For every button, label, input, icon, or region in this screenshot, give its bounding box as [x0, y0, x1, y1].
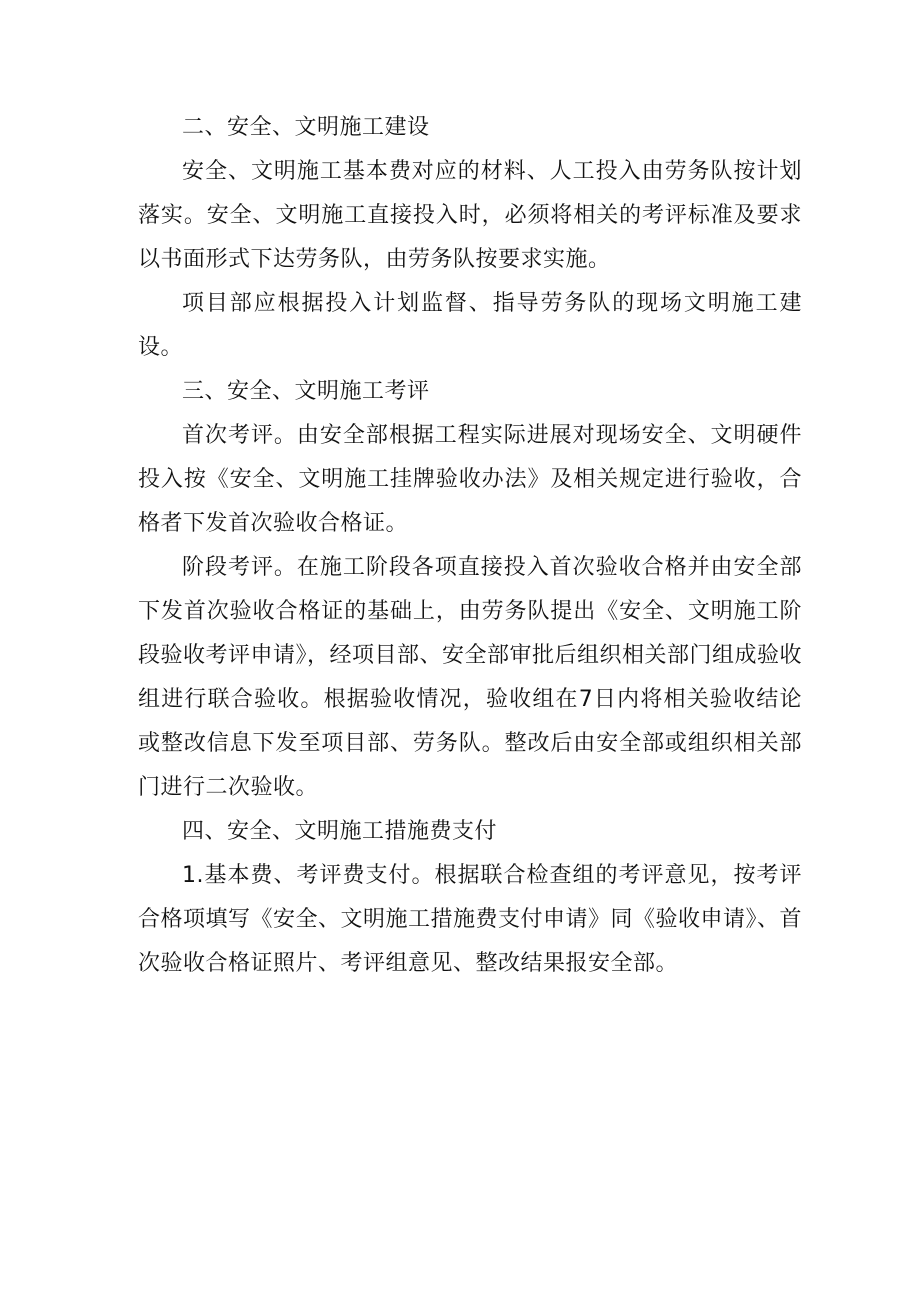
- paragraph-supervision: 项目部应根据投入计划监督、指导劳务队的现场文明施工建设。: [138, 291, 802, 360]
- paragraph-construction: 安全、文明施工基本费对应的材料、人工投入由劳务队按计划落实。安全、文明施工直接投入时，必须将相关的考评标准及要求以书面形式下达劳务队，由劳务队按要求实施。: [138, 159, 802, 272]
- section-heading-4: 四、安全、文明施工措施费支付: [182, 819, 498, 844]
- section-heading-2: 二、安全、文明施工建设: [182, 115, 430, 140]
- paragraph-stage-evaluation: 阶段考评。在施工阶段各项直接投入首次验收合格并由安全部下发首次验收合格证的基础上，由劳务队提出《安全、文明施工阶段验收考评申请》，经项目部、安全部审批后组织相关部门组成验收组进行联合验收。根据验收情况，验收组在7日内将相关验收结论或整改信息下发至项目部、劳务队。整改后由安全部或组织相关部门进行二次验收。: [138, 555, 803, 800]
- section-heading-3: 三、安全、文明施工考评: [182, 379, 430, 404]
- paragraph-first-evaluation: 首次考评。由安全部根据工程实际进展对现场安全、文明硬件投入按《安全、文明施工挂牌验收办法》及相关规定进行验收，合格者下发首次验收合格证。: [138, 423, 802, 536]
- paragraph-payment: 1.基本费、考评费支付。根据联合检查组的考评意见，按考评合格项填写《安全、文明施工措施费支付申请》同《验收申请》、首次验收合格证照片、考评组意见、整改结果报安全部。: [138, 863, 803, 976]
- document-body: [138, 106, 802, 986]
